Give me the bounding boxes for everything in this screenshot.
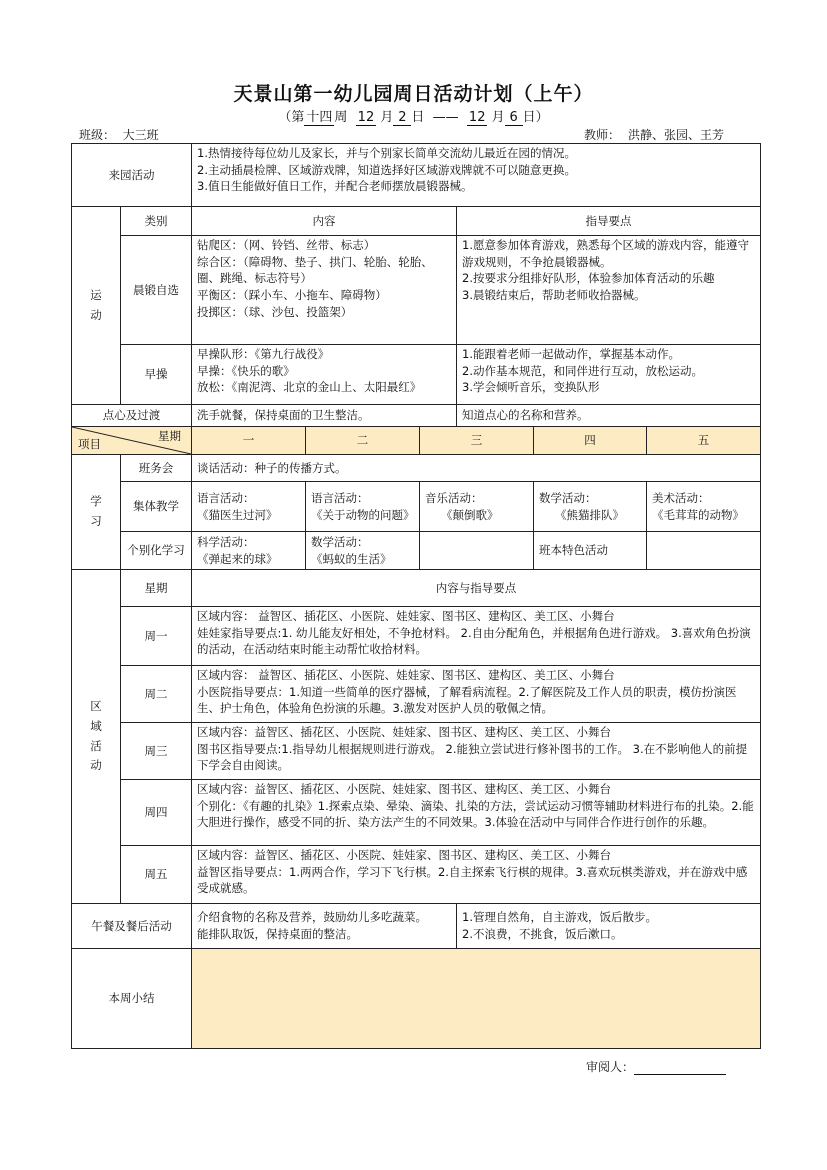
morning-point: 2.按要求分组排好队形，体验参加体育活动的乐趣 bbox=[462, 271, 715, 286]
individual-learning-label: 个别化学习 bbox=[121, 532, 192, 570]
area-line: 娃娃家指导要点:1. 幼儿能友好相处，不争抢材料。 2.自由分配角色，并根据角色进行游戏。 3.喜欢角色扮演的活动，在活动结束时能主动帮忙收拾材料。 bbox=[197, 625, 751, 657]
exercise-content-line: 放松：《南泥湾、北京的金山上、太阳最红》 bbox=[197, 380, 422, 395]
area-line: 小医院指导要点：1.知道一些简单的医疗器械，了解看病流程。2.了解医院及工作人员的职责，模仿扮演医生、护士角色，体验角色扮演的乐趣。3.激发对医护人员的敬佩之情。 bbox=[197, 684, 737, 716]
area-label-char: 活 bbox=[90, 738, 102, 753]
area-day-label: 周三 bbox=[121, 723, 192, 780]
individual-activity-fri bbox=[647, 532, 761, 570]
start-month: 12 bbox=[357, 110, 375, 125]
arrival-line: 3.值日生能做好值日工作，并配合老师摆放晨锻器械。 bbox=[197, 179, 473, 194]
arrival-line: 1.热情接待每位幼儿及家长，并与个别家长简单交流幼儿最近在园的情况。 bbox=[197, 146, 576, 160]
area-line: 益智区指导要点：1.两两合作，学习下飞行棋。2.自主探索飞行棋的规律。3.喜欢玩棋类游戏，并在游戏中感受成就感。 bbox=[197, 864, 748, 896]
exercise-point: 1.能跟着老师一起做动作，掌握基本动作。 bbox=[462, 347, 680, 361]
area-label bbox=[72, 570, 121, 904]
lunch-label: 午餐及餐后活动 bbox=[72, 904, 192, 949]
individual-activity-wed bbox=[420, 532, 534, 570]
page-title: 天景山第一幼儿园周日活动计划（上午） bbox=[233, 83, 594, 105]
class-meeting-row bbox=[72, 455, 761, 482]
class-value-field bbox=[115, 126, 191, 144]
snack-row bbox=[72, 405, 761, 427]
individual-activity-title: 《弹起来的球》 bbox=[197, 551, 278, 566]
end-day: 6 bbox=[505, 110, 523, 126]
summary-row bbox=[72, 949, 761, 1049]
group-activity-tue bbox=[306, 482, 420, 532]
area-day-row bbox=[72, 780, 761, 846]
lunch-content-line: 能排队取饭，保持桌面的整洁。 bbox=[197, 927, 358, 941]
teacher-value: 洪静、张园、王芳 bbox=[620, 126, 738, 144]
individual-learning-row bbox=[72, 532, 761, 570]
class-value: 大三班 bbox=[122, 128, 159, 142]
special-activity-label: 班本特色活动 bbox=[534, 532, 647, 570]
week-prefix: （第 bbox=[278, 110, 305, 125]
exercise-content-line: 早操队形：《第九行战役》 bbox=[197, 347, 330, 361]
reviewer-signature bbox=[586, 1058, 726, 1075]
group-activity-thu bbox=[534, 482, 647, 532]
weekday-thu: 四 bbox=[534, 427, 647, 455]
individual-activity-title: 《蚂蚁的生活》 bbox=[311, 551, 392, 566]
area-line: 区域内容： 益智区、插花区、小医院、娃娃家、图书区、建构区、美工区、小舞台 bbox=[197, 668, 615, 682]
exercise-point: 3.学会倾听音乐，变换队形 bbox=[462, 380, 600, 395]
area-day-label: 周四 bbox=[121, 780, 192, 846]
area-day-label: 周一 bbox=[121, 607, 192, 666]
week-number: 十四 bbox=[304, 106, 334, 126]
morning-content-line: 投掷区：（球、沙包、投篮架） bbox=[197, 304, 353, 319]
weekday-corner-top: 星期 bbox=[158, 429, 181, 443]
area-line: 区域内容： 益智区、插花区、小医院、娃娃家、图书区、建构区、美工区、小舞台 bbox=[197, 609, 615, 623]
arrival-label: 来园活动 bbox=[72, 144, 192, 207]
class-meeting-content: 谈话活动：种子的传播方式。 bbox=[192, 455, 761, 482]
exercise-label: 早操 bbox=[121, 345, 192, 405]
group-teaching-label: 集体教学 bbox=[121, 482, 192, 532]
morning-content-line: 平衡区：（踩小车、小拖车、障碍物） bbox=[197, 288, 387, 303]
teacher-label: 教师： bbox=[584, 128, 621, 142]
plan-table bbox=[71, 143, 761, 1049]
lunch-content-line: 介绍食物的名称及营养，鼓励幼儿多吃蔬菜。 bbox=[197, 910, 427, 925]
area-label-char: 动 bbox=[90, 758, 102, 773]
sport-label-char: 运 bbox=[90, 287, 102, 302]
group-activity-mon bbox=[192, 482, 306, 532]
area-day-content bbox=[192, 780, 761, 846]
morning-content-line: 钻爬区：（网、铃铛、丝带、标志） bbox=[197, 238, 376, 252]
summary-content[interactable] bbox=[192, 949, 761, 1049]
reviewer-label: 审阅人： bbox=[586, 1060, 635, 1074]
morning-content bbox=[192, 236, 457, 345]
start-day: 2 bbox=[393, 110, 411, 126]
area-header-row bbox=[72, 570, 761, 607]
area-line: 区域内容：益智区、插花区、小医院、娃娃家、图书区、建构区、美工区、小舞台 bbox=[197, 848, 611, 862]
sport-content-header: 内容 bbox=[192, 207, 457, 236]
group-activity-type: 美术活动： bbox=[652, 490, 710, 505]
sport-label-char: 动 bbox=[90, 307, 102, 322]
area-day-content bbox=[192, 666, 761, 723]
weekday-header-row bbox=[72, 427, 761, 455]
week-range bbox=[0, 106, 827, 126]
individual-activity-type: 数学活动： bbox=[311, 534, 369, 549]
end-month-unit: 月 bbox=[491, 110, 505, 125]
class-meeting-label: 班务会 bbox=[121, 455, 192, 482]
group-activity-fri bbox=[647, 482, 761, 532]
morning-point: 3.晨锻结束后，帮助老师收拾器械。 bbox=[462, 288, 646, 303]
weekday-tue: 二 bbox=[306, 427, 420, 455]
area-day-content bbox=[192, 846, 761, 904]
end-month: 12 bbox=[468, 110, 486, 125]
arrival-row bbox=[72, 144, 761, 207]
individual-activity-tue bbox=[306, 532, 420, 570]
group-teaching-row bbox=[72, 482, 761, 532]
area-line: 区域内容：益智区、插花区、小医院、娃娃家、图书区、建构区、美工区、小舞台 bbox=[197, 725, 611, 739]
area-day-label: 周五 bbox=[121, 846, 192, 904]
area-line: 区域内容：益智区、插花区、小医院、娃娃家、图书区、建构区、美工区、小舞台 bbox=[197, 782, 611, 796]
exercise-points bbox=[457, 345, 761, 405]
start-month-unit: 月 bbox=[380, 110, 394, 125]
area-content-header: 内容与指导要点 bbox=[192, 570, 761, 607]
weekday-corner-bottom: 项目 bbox=[78, 437, 101, 452]
summary-label: 本周小结 bbox=[72, 949, 192, 1049]
arrival-content bbox=[192, 144, 761, 207]
area-day-header: 星期 bbox=[121, 570, 192, 607]
sport-label bbox=[72, 207, 121, 405]
group-activity-type: 数学活动： bbox=[539, 490, 597, 505]
area-day-row bbox=[72, 607, 761, 666]
snack-content: 洗手就餐，保持桌面的卫生整洁。 bbox=[192, 405, 457, 427]
teacher-info bbox=[584, 126, 738, 144]
exercise-point: 2.动作基本规范，和同伴进行互动，放松运动。 bbox=[462, 363, 703, 378]
group-activity-type: 音乐活动： bbox=[425, 490, 483, 505]
weekday-fri: 五 bbox=[647, 427, 761, 455]
sport-header-row bbox=[72, 207, 761, 236]
morning-points bbox=[457, 236, 761, 345]
lunch-point: 1.管理自然角，自主游戏，饭后散步。 bbox=[462, 910, 657, 925]
week-unit: 周 bbox=[334, 110, 348, 125]
area-label-char: 区 bbox=[90, 699, 102, 714]
exercise-content bbox=[192, 345, 457, 405]
area-day-row bbox=[72, 846, 761, 904]
weekday-mon: 一 bbox=[192, 427, 306, 455]
area-day-content bbox=[192, 723, 761, 780]
group-activity-title: 《毛茸茸的动物》 bbox=[652, 507, 744, 522]
area-label-char: 域 bbox=[90, 718, 102, 733]
individual-activity-type: 科学活动： bbox=[197, 534, 255, 549]
lunch-point: 2.不浪费，不挑食，饭后漱口。 bbox=[462, 927, 623, 941]
morning-label: 晨锻自选 bbox=[121, 236, 192, 345]
exercise-content-line: 早操：《快乐的歌》 bbox=[197, 363, 295, 378]
group-activity-wed bbox=[420, 482, 534, 532]
study-label-char: 学 bbox=[90, 494, 102, 509]
morning-content-line: 综合区：（障碍物、垫子、拱门、轮胎、轮胎、圈、跳绳、标志符号） bbox=[197, 254, 433, 286]
group-activity-title: 《熊猫排队》 bbox=[555, 507, 624, 522]
morning-point: 1.愿意参加体育游戏，熟悉每个区域的游戏内容，能遵守游戏规则，不争抢晨锻器械。 bbox=[462, 238, 749, 269]
area-day-content bbox=[192, 607, 761, 666]
group-activity-title: 《关于动物的问题》 bbox=[311, 507, 415, 522]
lunch-points bbox=[457, 904, 761, 949]
morning-row bbox=[72, 236, 761, 345]
snack-points: 知道点心的名称和营养。 bbox=[457, 405, 761, 427]
group-activity-title: 《猫医生过河》 bbox=[197, 507, 278, 522]
group-activity-type: 语言活动： bbox=[311, 490, 369, 505]
arrival-line: 2.主动插晨检牌、区域游戏牌，知道选择好区域游戏牌就不可以随意更换。 bbox=[197, 162, 576, 177]
lunch-row bbox=[72, 904, 761, 949]
exercise-row bbox=[72, 345, 761, 405]
area-day-label: 周二 bbox=[121, 666, 192, 723]
area-line: 个别化：《有趣的扎染》1.探索点染、晕染、滴染、扎染的方法，尝试运动习惯等辅助材料进行布的扎染。2.能大胆进行操作，感受不同的折、染方法产生的不同效果。3.体验在活动中与同伴合作进行创作的乐趣。 bbox=[197, 798, 754, 830]
study-label bbox=[72, 455, 121, 570]
reviewer-line[interactable] bbox=[634, 1062, 726, 1075]
sport-type-header: 类别 bbox=[121, 207, 192, 236]
lunch-content bbox=[192, 904, 457, 949]
start-day-unit: 日 bbox=[411, 110, 425, 125]
weekday-corner bbox=[72, 427, 192, 455]
area-line: 图书区指导要点:1.指导幼儿根据规则进行游戏。 2.能独立尝试进行修补图书的工作。 3.在不影响他人的前提下学会自由阅读。 bbox=[197, 741, 748, 773]
class-info bbox=[79, 126, 191, 144]
area-day-row bbox=[72, 723, 761, 780]
sport-points-header: 指导要点 bbox=[457, 207, 761, 236]
snack-label: 点心及过渡 bbox=[72, 405, 192, 427]
area-day-row bbox=[72, 666, 761, 723]
study-label-char: 习 bbox=[90, 514, 102, 528]
class-label: 班级： bbox=[79, 128, 116, 142]
individual-activity-mon bbox=[192, 532, 306, 570]
group-activity-type: 语言活动： bbox=[197, 490, 255, 505]
group-activity-title: 《颠倒歌》 bbox=[441, 507, 499, 522]
weekday-wed: 三 bbox=[420, 427, 534, 455]
week-suffix: 日） bbox=[522, 110, 549, 125]
range-separator: —— bbox=[432, 110, 459, 125]
